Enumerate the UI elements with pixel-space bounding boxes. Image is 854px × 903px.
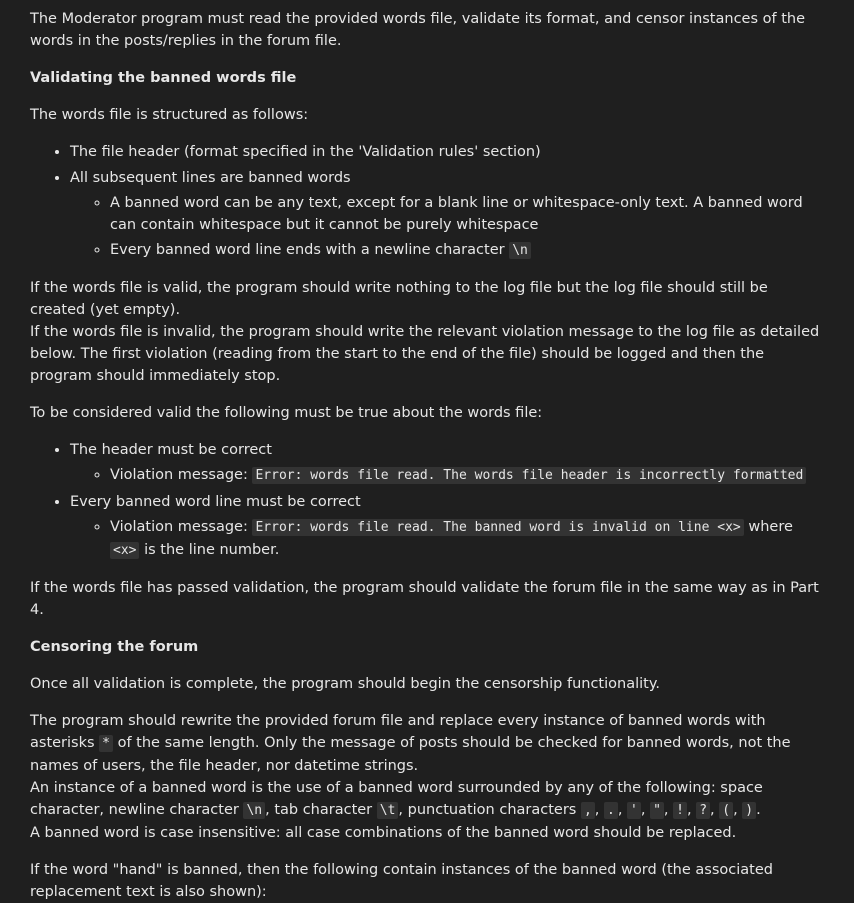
inline-code: . <box>604 802 618 819</box>
inline-code: ' <box>627 802 641 819</box>
inline-code: * <box>99 735 113 752</box>
inline-code: \n <box>509 242 531 259</box>
inline-code: ? <box>696 802 710 819</box>
hand-example-paragraph: If the word "hand" is banned, then the following contain instances of the banned word (the associated replacement text is also shown): <box>30 862 773 900</box>
structure-list <box>30 141 824 262</box>
list-item: ◦ A banned word can be any text, except for a blank line or whitespace-only text. A banned word can contain whitespace but it cannot be purely whitespace <box>110 192 824 236</box>
inline-code: ) <box>742 802 756 819</box>
inline-code: , <box>581 802 595 819</box>
inline-code: <x> <box>110 542 139 559</box>
violation-message-code: Error: words file read. The words file header is incorrectly formatted <box>252 467 806 484</box>
section-heading-validating: Validating the banned words file <box>30 70 297 86</box>
list-item: ◦ Every banned word line ends with a newline character \n <box>110 239 824 262</box>
inline-code: \n <box>243 802 265 819</box>
violation-message-code: Error: words file read. The banned word is invalid on line <x> <box>252 519 743 536</box>
valid-paragraph-2: If the words file is invalid, the program should write the relevant violation message to the log file as detailed below. The first violation (reading from the start to the end of the file) should be logged and then the program should immediately stop. <box>30 324 820 384</box>
list-item: ◦ Violation message: Error: words file read. The banned word is invalid on line <x> where <x> is the line number. <box>110 516 824 562</box>
list-item: • The file header (format specified in the 'Validation rules' section) <box>70 141 824 163</box>
case-insensitive-paragraph: A banned word is case insensitive: all case combinations of the banned word should be replaced. <box>30 825 737 841</box>
sub-list <box>70 192 824 262</box>
censor-begin-paragraph: Once all validation is complete, the program should begin the censorship functionality. <box>30 676 660 692</box>
rules-list <box>30 439 824 562</box>
forum-validation-paragraph: If the words file has passed validation, the program should validate the forum file in the same way as in Part 4. <box>30 580 819 618</box>
inline-code: \t <box>377 802 399 819</box>
inline-code: ! <box>673 802 687 819</box>
sub-list <box>70 464 824 487</box>
valid-paragraph-1: If the words file is valid, the program should write nothing to the log file but the log file should still be created (yet empty). <box>30 280 768 318</box>
list-item: • Every banned word line must be correct ◦ Violation message: Error: words file read. The banned word is invalid on line <x> where <x> is the line number. <box>70 491 824 562</box>
list-item: ◦ Violation message: Error: words file read. The words file header is incorrectly formatted <box>110 464 824 487</box>
rules-lead: To be considered valid the following must be true about the words file: <box>30 405 543 421</box>
inline-code: " <box>650 802 664 819</box>
list-item: • All subsequent lines are banned words ◦ A banned word can be any text, except for a blank line or whitespace-only text. A banned word can contain whitespace but it cannot be purely whitespace ◦ Every banned word line ends with a newline character \n <box>70 167 824 262</box>
rewrite-paragraph: The program should rewrite the provided forum file and replace every instance of banned words with asterisks * of the same length. Only the message of posts should be checked for banned words, not the names of users, the file header, nor datetime strings. <box>30 713 791 774</box>
list-item: • The header must be correct ◦ Violation message: Error: words file read. The words file header is incorrectly formatted <box>70 439 824 487</box>
instance-paragraph: An instance of a banned word is the use of a banned word surrounded by any of the following: space character, newline character \n , tab character \t , punctuation characters , , . , ' , " , ! , ? , ( , ) . <box>30 780 763 818</box>
inline-code: ( <box>719 802 733 819</box>
structure-lead: The words file is structured as follows: <box>30 107 309 123</box>
sub-list <box>70 516 824 562</box>
section-heading-censoring: Censoring the forum <box>30 639 199 655</box>
intro-paragraph: The Moderator program must read the provided words file, validate its format, and censor instances of the words in the posts/replies in the forum file. <box>30 11 806 49</box>
